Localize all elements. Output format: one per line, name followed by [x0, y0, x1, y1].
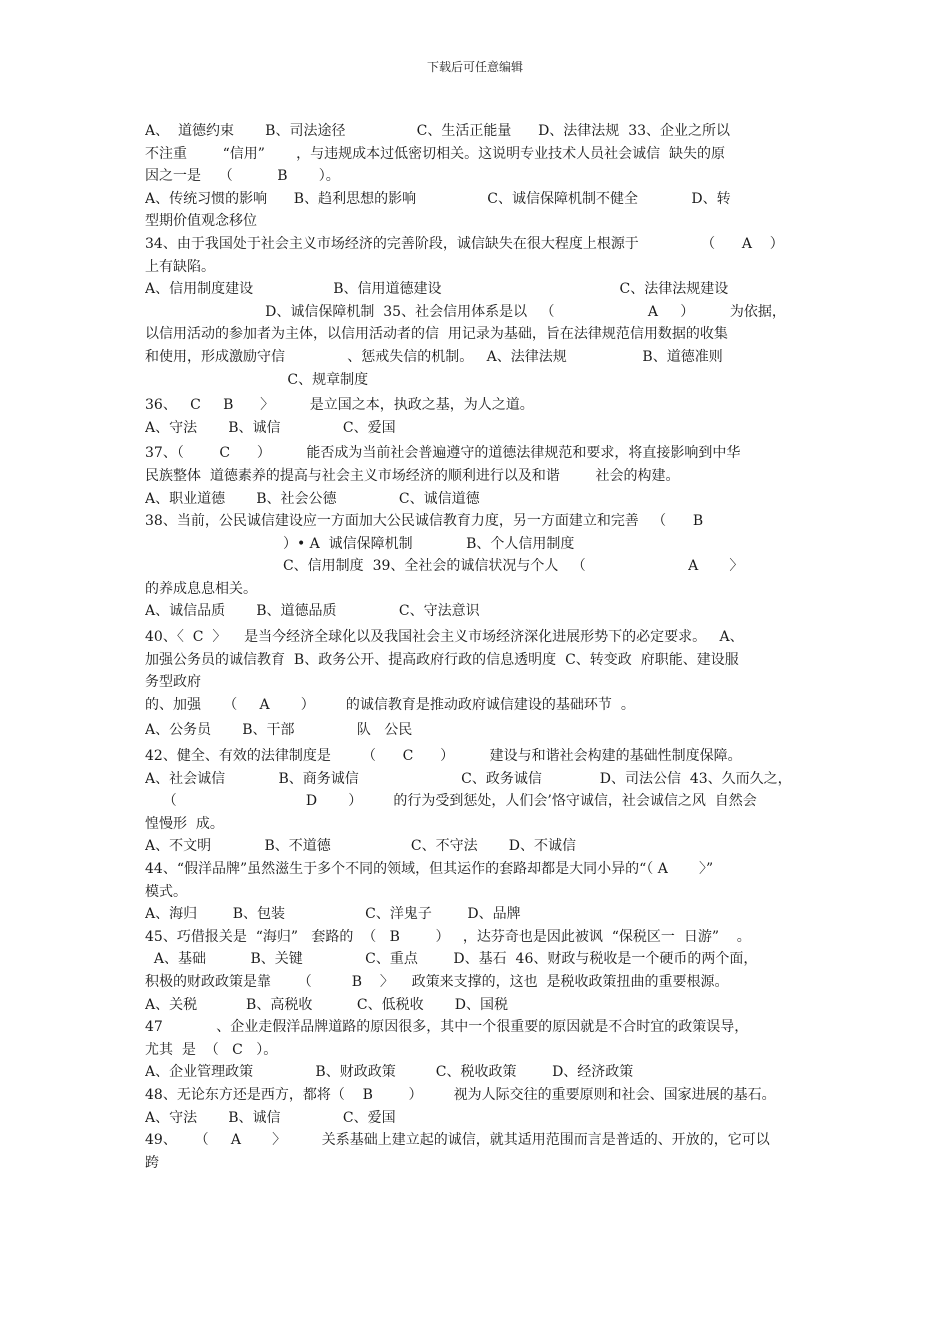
text-line: A、 道德约束 B、司法途径 C、生活正能量 D、法律法规 33、企业之所以	[145, 123, 731, 139]
text-line: 因之一是 （ B ）。	[145, 168, 340, 185]
text-line: 积极的财政政策是靠 （ B 〉 政策来支撑的，这也 是税收政策扭曲的重要根源。	[145, 973, 729, 990]
text-line: 上有缺陷。	[145, 258, 215, 275]
text-line: 惶慢形 成。	[145, 815, 224, 832]
text-line: A、不文明 B、不道德 C、不守法 D、不诚信	[145, 838, 576, 855]
text-line: 38、当前，公民诚信建设应一方面加大公民诚信教育力度，另一方面建立和完善 （ B	[145, 513, 704, 530]
text-line: （ D ） 的行为受到惩处，人们会’恪守诚信，社会诚信之风 自然会	[145, 793, 757, 810]
text-line: 的、加强 （ A ） 的诚信教育是推动政府诚信建设的基础环节 。	[145, 696, 635, 713]
text-line: A、守法 B、诚信 C、爱国	[145, 419, 396, 436]
text-line: A、信用制度建设 B、信用道德建设 C、法律法规建设	[145, 281, 729, 298]
text-line: C、信用制度 39、全社会的诚信状况与个人 （ A 〉	[145, 558, 744, 575]
text-line: 49、 （ A 〉 关系基础上建立起的诚信，就其适用范围而言是普适的、开放的，它可以	[145, 1132, 770, 1149]
text-line: 尤其 是 （ C ）。	[145, 1041, 278, 1058]
text-line: 务型政府	[145, 674, 201, 691]
text-line: 42、健全、有效的法律制度是 （ C ） 建设与和谐社会构建的基础性制度保障。	[145, 748, 742, 765]
text-line: 型期价值观念移位	[145, 213, 257, 230]
text-line: C、规章制度	[145, 371, 369, 388]
text-line: A、基础 B、关键 C、重点 D、基石 46、财政与税收是一个硬币的两个面，	[145, 951, 758, 968]
text-line: A、企业管理政策 B、财政政策 C、税收政策 D、经济政策	[145, 1064, 634, 1081]
document-body	[145, 120, 835, 1174]
text-line: 34、由于我国处于社会主义市场经济的完善阶段，诚信缺失在很大程度上根源于 （ A ）	[145, 235, 784, 252]
text-line: 不注重 “信用” ，与违规成本过低密切相关。这说明专业技术人员社会诚信 缺失的原	[145, 145, 725, 162]
page-header: 下载后可任意编辑	[426, 60, 523, 74]
text-line: 48、无论东方还是西方，都将（ B ） 视为人际交往的重要原则和社会、国家进展的基石。	[145, 1086, 776, 1103]
text-line: A、诚信品质 B、道德品质 C、守法意识	[145, 603, 480, 620]
text-line: 37、（ C ） 能否成为当前社会普遍遵守的道德法律规范和要求，将直接影响到中华	[145, 445, 741, 462]
text-line: A、关税 B、高税收 C、低税收 D、国税	[145, 996, 508, 1013]
text-line: A、公务员 B、干部 队 公民	[145, 722, 413, 739]
text-line: 加强公务员的诚信教育 B、政务公开、提高政府行政的信息透明度 C、转变政 府职能、建设服	[145, 651, 739, 668]
text-line: 的养成息息相关。	[145, 580, 257, 597]
text-line: A、海归 B、包装 C、洋鬼子 D、品牌	[145, 906, 521, 923]
text-line: A、传统习惯的影响 B、趋利思想的影响 C、诚信保障机制不健全 D、转	[145, 190, 731, 207]
text-line: A、守法 B、诚信 C、爱国	[145, 1109, 396, 1126]
text-line: 和使用，形成激励守信 、惩戒失信的机制。 A、法律法规 B、道德准则	[145, 348, 723, 365]
text-line: 36、 C B 〉 是立国之本，执政之基，为人之道。	[145, 397, 534, 414]
text-line: 跨	[145, 1154, 159, 1171]
text-line: ）• A 诚信保障机制 B、个人信用制度	[145, 535, 575, 552]
text-line: 47 、企业走假洋品牌道路的原因很多，其中一个很重要的原因就是不合时宜的政策误导，	[145, 1019, 749, 1036]
text-line: A、社会诚信 B、商务诚信 C、政务诚信 D、司法公信 43、久而久之，	[145, 770, 792, 787]
text-line: 模式。	[145, 883, 187, 900]
text-line: 以信用活动的参加者为主体，以信用活动者的信 用记录为基础，旨在法律规范信用数据的收集	[145, 326, 728, 343]
text-line: 40、〈 C 〉 是当今经济全球化以及我国社会主义市场经济深化进展形势下的必定要求。 A、	[145, 629, 744, 646]
text-line: A、职业道德 B、社会公德 C、诚信道德	[145, 490, 480, 507]
text-line: 44、“假洋品牌”虽然滋生于多个不同的领域，但其运作的套路却都是大同小异的“（ A 〉”	[145, 861, 714, 877]
text-line: 民族整体 道德素养的提高与社会主义市场经济的顺利进行以及和谐 社会的构建。	[145, 467, 680, 484]
text-line: D、诚信保障机制 35、社会信用体系是以 （ A ） 为依据，	[145, 303, 786, 320]
text-line: 45、巧借报关是 “海归” 套路的 （ B ） ，达芬奇也是因此被讽 “保税区一 日游” 。	[145, 928, 751, 945]
